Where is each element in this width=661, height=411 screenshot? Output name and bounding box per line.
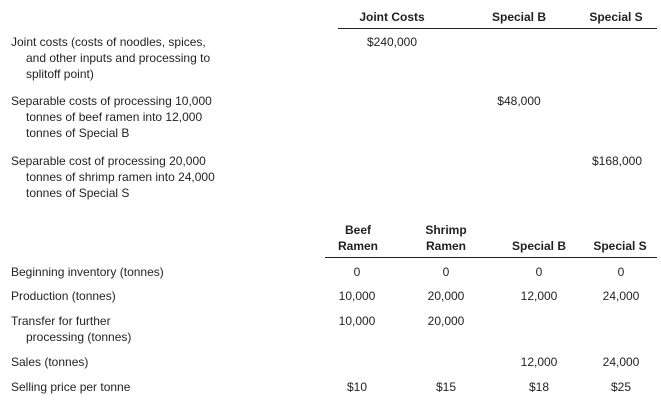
header-special-s-bottom: Special S (593, 239, 647, 253)
header-special-b-bottom: Special B (511, 239, 567, 253)
cell-value: 0 (617, 265, 625, 279)
cell-value: $25 (610, 380, 632, 394)
cell-value: $18 (528, 380, 550, 394)
row-label-joint-costs: Joint costs (costs of noodles, spices, and other inputs and processing to splitoff point) (11, 35, 211, 81)
header-joint-costs: Joint Costs (359, 10, 425, 24)
row-label-selling-price: Selling price per tonne (11, 380, 131, 394)
cell-separable-s: $168,000 (591, 154, 643, 168)
cell-value: 10,000 (338, 314, 376, 328)
cell-value: 0 (353, 265, 361, 279)
cell-value: 10,000 (338, 289, 376, 303)
cell-value: 12,000 (520, 289, 558, 303)
cell-separable-b: $48,000 (497, 94, 541, 108)
header-special-b: Special B (491, 10, 547, 24)
cell-value: 0 (535, 265, 543, 279)
header-special-s: Special S (589, 10, 643, 24)
row-label-transfer: Transfer for further processing (tonnes) (11, 314, 132, 344)
header-beef-ramen: Beef Ramen (337, 223, 379, 253)
row-label-separable-b: Separable costs of processing 10,000 tonnes of beef ramen into 12,000 tonnes of Special B (11, 94, 212, 140)
row-label-production: Production (tonnes) (11, 289, 116, 303)
cell-value: 20,000 (427, 314, 465, 328)
top-header-rule (338, 28, 657, 29)
cell-value: 24,000 (602, 355, 640, 369)
cell-value: 24,000 (602, 289, 640, 303)
cell-value: 0 (442, 265, 450, 279)
cell-value: $10 (346, 380, 368, 394)
row-label-separable-s: Separable cost of processing 20,000 tonnes of shrimp ramen into 24,000 tonnes of Special S (11, 154, 215, 200)
cell-value: 20,000 (427, 289, 465, 303)
cell-value: $15 (435, 380, 457, 394)
cell-value: 12,000 (520, 355, 558, 369)
bottom-header-rule (325, 257, 657, 258)
header-shrimp-ramen: Shrimp Ramen (425, 223, 467, 253)
row-label-beginning-inventory: Beginning inventory (tonnes) (11, 265, 164, 279)
row-label-sales: Sales (tonnes) (11, 355, 89, 369)
cell-joint-cost: $240,000 (366, 35, 418, 49)
